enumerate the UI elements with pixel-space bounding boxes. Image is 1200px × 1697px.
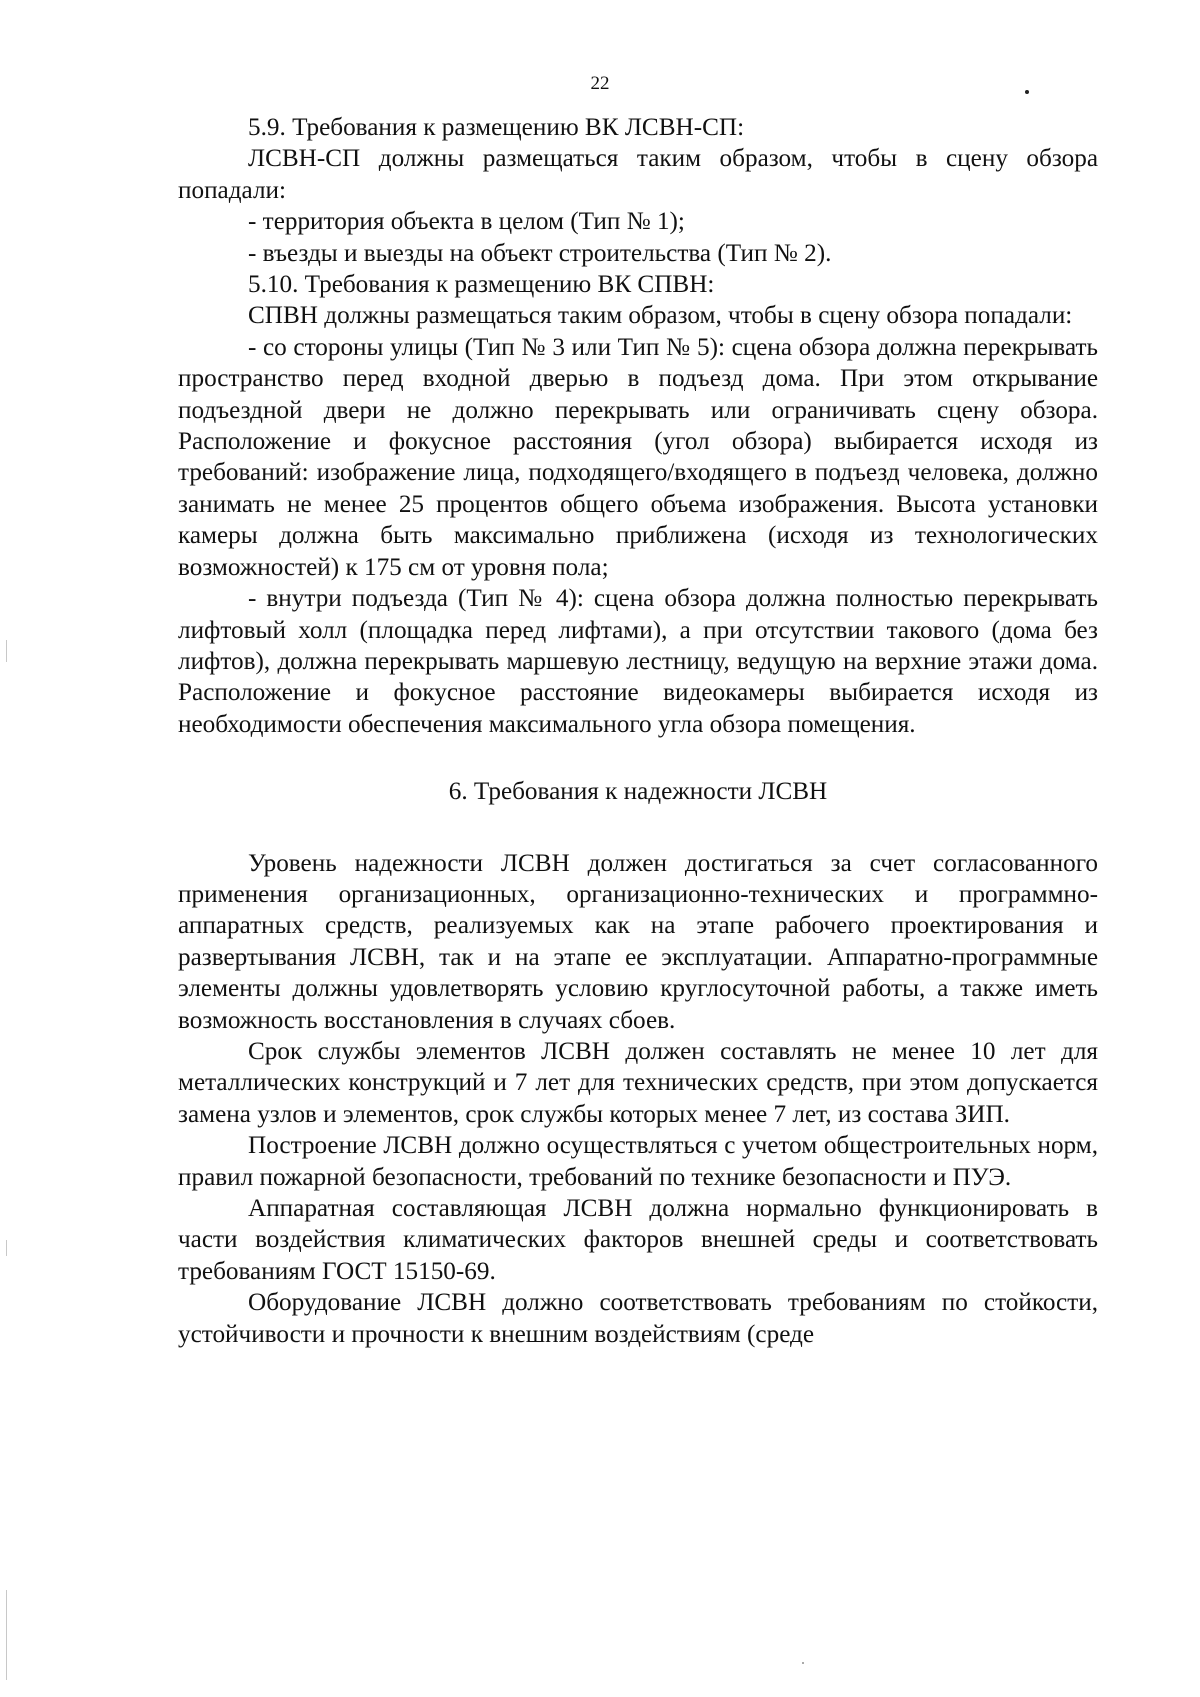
section-heading: 6. Требования к надежности ЛСВН [448, 778, 828, 806]
scan-dot [802, 1662, 804, 1664]
scan-edge-mark [6, 640, 7, 662]
document-body [178, 112, 1098, 1350]
paragraph: - со стороны улицы (Тип № 3 или Тип № 5): сцена обзора должна перекрывать пространство перед входной дверью в подъезд дома. При этом открывание подъездной двери не должно перекрывать или ограничивать сцену обзора. Расположение и фокусное расстояния (угол обзора) выбирается исходя из требований: изображение лица, подходящего/входящего в подъезд человека, должно занимать не менее 25 процентов общего объема изображения. Высота установки камеры должна быть максимально приближена (исходя из технологических возможностей) к 175 см от уровня пола; [178, 333, 1098, 581]
paragraph: СПВН должны размещаться таким образом, чтобы в сцену обзора попадали: [248, 302, 1073, 330]
paragraph: - внутри подъезда (Тип № 4): сцена обзора должна полностью перекрывать лифтовый холл (площадка перед лифтами), а при отсутствии такового (дома без лифтов), должна перекрывать маршевую лестницу, ведущую на верхние этажи дома. Расположение и фокусное расстояние видеокамеры выбирается исходя из необходимости обеспечения максимального угла обзора помещения. [178, 585, 1098, 738]
page-number: 22 [590, 73, 610, 94]
paragraph: - территория объекта в целом (Тип № 1); [248, 208, 685, 236]
paragraph: - въезды и выезды на объект строительства (Тип № 2). [248, 239, 832, 267]
paragraph: 5.10. Требования к размещению ВК СПВН: [248, 271, 715, 299]
paragraph: Построение ЛСВН должно осуществляться с учетом общестроительных норм, правил пожарной безопасности, требований по технике безопасности и ПУЭ. [178, 1132, 1098, 1191]
scan-edge-mark [6, 1590, 7, 1680]
scan-edge-mark [6, 1240, 7, 1256]
paragraph: Срок службы элементов ЛСВН должен составлять не менее 10 лет для металлических конструкций и 7 лет для технических средств, при этом допускается замена узлов и элементов, срок службы которых менее 7 лет, из состава ЗИП. [178, 1037, 1098, 1128]
scan-dot [1025, 90, 1029, 94]
paragraph: Уровень надежности ЛСВН должен достигаться за счет согласованного применения организационных, организационно-технических и программно-аппаратных средств, реализуемых как на этапе рабочего проектирования и развертывания ЛСВН, так и на этапе ее эксплуатации. Аппаратно-программные элементы должны удовлетворять условию круглосуточной работы, а также иметь возможность восстановления в случаях сбоев. [178, 849, 1098, 1034]
paragraph: ЛСВН-СП должны размещаться таким образом, чтобы в сцену обзора попадали: [178, 145, 1098, 204]
paragraph: 5.9. Требования к размещению ВК ЛСВН-СП: [248, 114, 745, 141]
paragraph: Оборудование ЛСВН должно соответствовать требованиям по стойкости, устойчивости и прочности к внешним воздействиям (среде [178, 1289, 1098, 1348]
paragraph: Аппаратная составляющая ЛСВН должна нормально функционировать в части воздействия климатических факторов внешней среды и соответствовать требованиям ГОСТ 15150-69. [178, 1195, 1098, 1285]
